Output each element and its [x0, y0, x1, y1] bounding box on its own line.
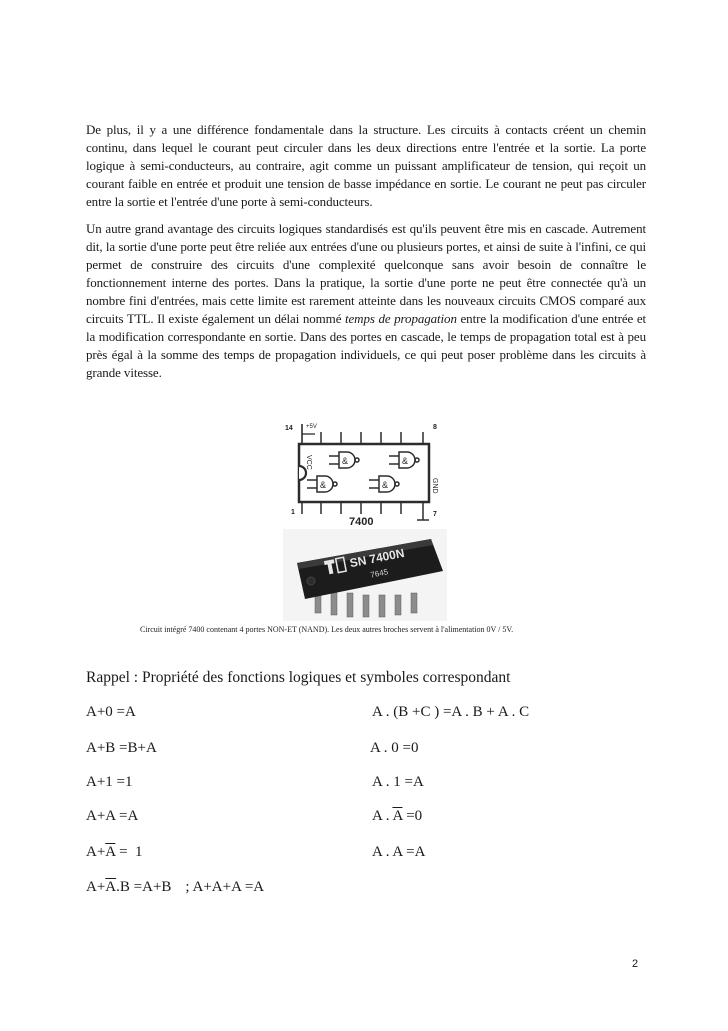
vcc-pin-text: VCC — [305, 455, 312, 470]
paragraph-structure: De plus, il y a une différence fondamentale dans la structure. Les circuits à contacts créent un chemin continu, dans lequel le courant peut circuler dans les deux directions entre l'entrée et la sortie. La porte logique à semi-conducteurs, au contraire, agit comme un puissant amplificateur de tension, qui reçoit un courant faible en entrée et produit une tension de basse impédance en sortie. Le courant ne peut pas circuler entre la sortie et l'entrée d'une porte à semi-conducteurs. — [86, 122, 646, 209]
paragraph-cascade-text-1: Un autre grand avantage des circuits logiques standardisés est qu'ils peuvent être mis en cascade. Autrement dit, la sortie d'une porte peut être reliée aux entrées d'une ou plusieurs portes, et ainsi de suite à l'infini, ce qui permet de construire des circuits d'une complexité quelconque sans avoir besoin de connaître le fonctionnement interne des portes. Dans la pratique, la sortie d'une porte ne peut être connectée qu'à un nombre fini d'entrées, mais cette limite est rarement atteinte dans les nouveaux circuits CMOS comparé aux circuits TTL. Il existe également un délai nommé — [86, 221, 646, 326]
formula-left-5 — [86, 842, 143, 862]
formula-left-2: A+B =B+A — [86, 740, 157, 756]
formula-right-2: A . 0 =0 — [370, 740, 419, 756]
formula-right-4-c: =0 — [402, 808, 423, 824]
pin8-label: 8 — [433, 424, 437, 431]
formula-right-4 — [372, 806, 422, 826]
gate4-symbol: & — [382, 480, 389, 490]
gnd-pin-text: GND — [431, 478, 438, 494]
paragraph-cascade-text-2: entre la modification d'une entrée et la modification correspondante en sortie. Dans des portes en cascade, le temps de propagation total est à peu près égal à la somme des temps de propagation individuels, ce qui peut poser problème dans les circuits à grande vitesse. — [86, 311, 647, 380]
gate1-symbol: & — [342, 456, 349, 466]
rappel-title: Rappel : Propriété des fonctions logiques et symboles correspondant — [86, 669, 511, 686]
formula-left-3: A+1 =1 — [86, 774, 133, 790]
chip-notch — [299, 466, 306, 480]
formula-left-5-negated: $\overline{A}$ — [105, 844, 116, 860]
formula-right-4-negated: $\overline{A}$ — [392, 808, 403, 824]
photo-marking-2: 7645 — [369, 567, 389, 580]
formula-left-1: A+0 =A — [86, 704, 136, 720]
gate3-symbol: & — [320, 480, 327, 490]
term-temps-de-propagation: temps de propagation — [345, 311, 457, 326]
pin14-label: 14 — [285, 425, 293, 432]
formula-left-6 — [86, 877, 264, 897]
figure-caption: Circuit intégré 7400 contenant 4 portes NON-ET (NAND). Les deux autres broches servent à l'alimentation 0V / 5V. — [140, 625, 514, 634]
gate2-symbol: & — [402, 456, 409, 466]
vcc-supply-label: +5V — [306, 424, 317, 430]
formula-left-6-negated: $\overline{A}$ — [105, 879, 117, 895]
pin7-label: 7 — [433, 511, 437, 518]
photo-marking-1: SN 7400N — [348, 545, 406, 571]
formula-right-1: A . (B +C ) =A . B + A . C — [372, 704, 530, 720]
formula-left-6-a: A+ — [86, 879, 106, 895]
chip-label: 7400 — [349, 516, 374, 528]
ic-7400-photo — [283, 529, 447, 621]
formula-left-6-d: ; A+A+A =A — [185, 879, 265, 895]
formula-left-5-a: A+ — [86, 844, 106, 860]
formula-right-3: A . 1 =A — [372, 774, 424, 790]
formula-right-5: A . A =A — [372, 844, 426, 860]
page-number: 2 — [632, 958, 639, 970]
formula-left-4: A+A =A — [86, 808, 139, 824]
formula-left-6-c: .B =A+B — [116, 879, 172, 895]
formula-right-4-a: A . — [372, 808, 393, 824]
ic-7400-diagram — [283, 418, 447, 528]
formula-left-5-c: = 1 — [115, 844, 143, 860]
pin1-label: 1 — [291, 509, 295, 516]
paragraph-cascade — [86, 220, 646, 382]
